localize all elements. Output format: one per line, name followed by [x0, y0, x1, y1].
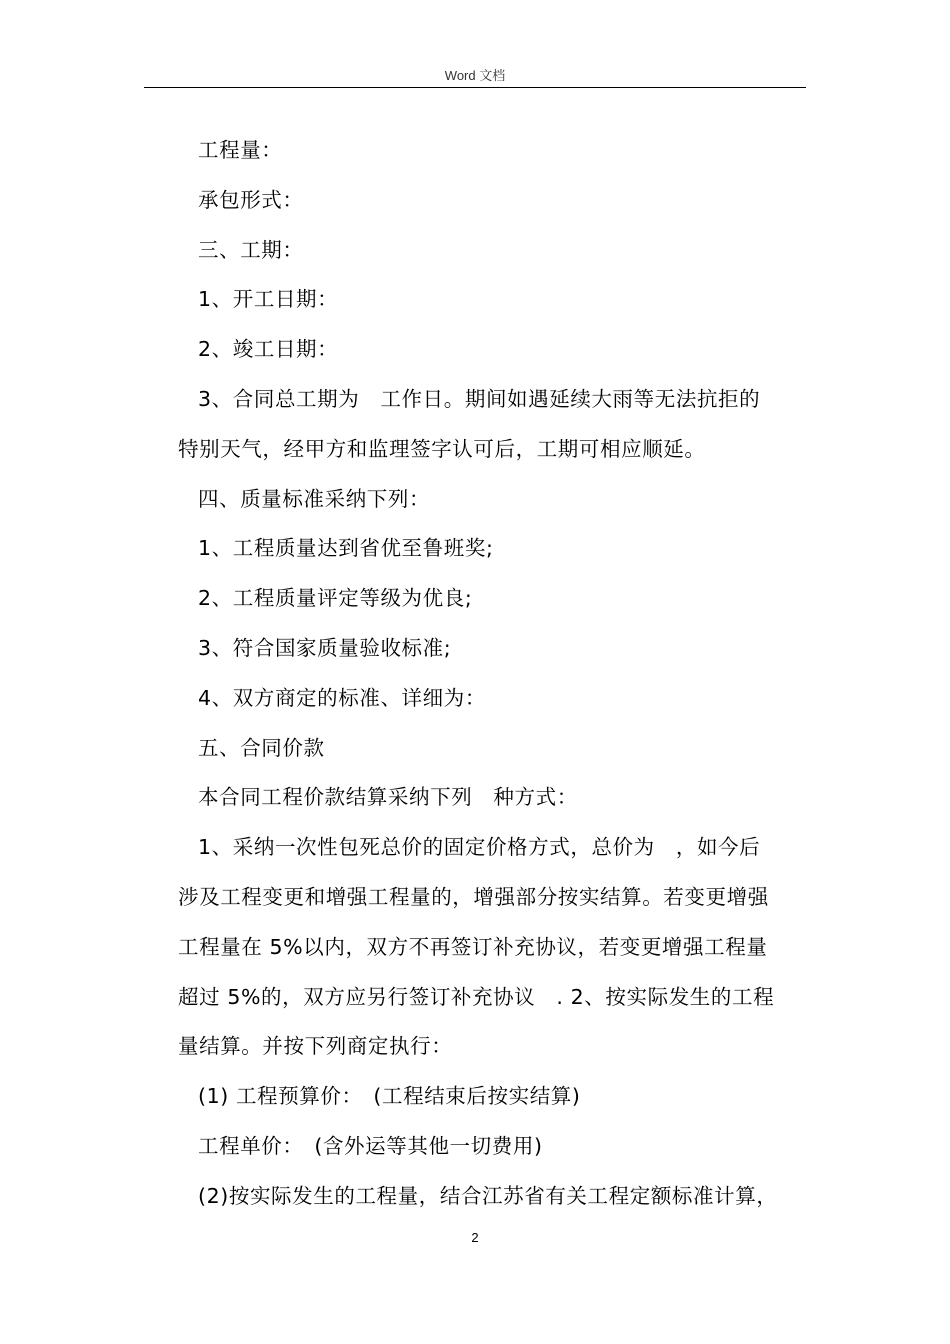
paragraph-line: 涉及工程变更和增强工程量的，增强部分按实结算。若变更增强	[178, 884, 769, 909]
document-body	[178, 126, 808, 1222]
paragraph-line: 4、双方商定的标准、详细为：	[198, 685, 486, 710]
paragraph-line: 1、工程质量达到省优至鲁班奖;	[198, 536, 494, 561]
paragraph-line: 2、竣工日期：	[198, 337, 339, 362]
paragraph-line: 工程量：	[198, 138, 283, 162]
paragraph-line: 工程量在 5%以内，双方不再签订补充协议，若变更增强工程量	[178, 934, 768, 959]
paragraph-line: 工程单价： (含外运等其他一切费用)	[198, 1133, 543, 1158]
paragraph-line: 超过 5%的，双方应另行签订补充协议 . 2、按实际发生的工程	[178, 984, 775, 1009]
page-number: 2	[471, 1230, 479, 1245]
section-heading: 三、工期：	[198, 237, 304, 262]
paragraph-line: 特别天气，经甲方和监理签字认可后，工期可相应顺延。	[178, 436, 706, 461]
paragraph-line: 3、合同总工期为 工作日。期间如遇延续大雨等无法抗拒的	[198, 386, 761, 411]
page-header: Word 文档	[444, 68, 506, 83]
paragraph-line: (2)按实际发生的工程量，结合江苏省有关工程定额标准计算，	[198, 1183, 778, 1208]
paragraph-line: 量结算。并按下列商定执行：	[178, 1034, 453, 1059]
section-heading: 四、质量标准采纳下列：	[198, 486, 431, 511]
header-rule	[144, 87, 806, 88]
paragraph-line: 1、采纳一次性包死总价的固定价格方式，总价为 ，如今后	[198, 835, 761, 860]
paragraph-line: 本合同工程价款结算采纳下列 种方式：	[198, 785, 578, 810]
paragraph-line: 3、符合国家质量验收标准;	[198, 635, 452, 660]
paragraph-line: 承包形式：	[198, 187, 304, 212]
paragraph-line: 1、开工日期：	[198, 287, 339, 312]
section-heading: 五、合同价款	[198, 735, 325, 760]
paragraph-line: (1) 工程预算价： (工程结束后按实结算)	[198, 1084, 581, 1109]
paragraph-line: 2、工程质量评定等级为优良;	[198, 586, 473, 611]
